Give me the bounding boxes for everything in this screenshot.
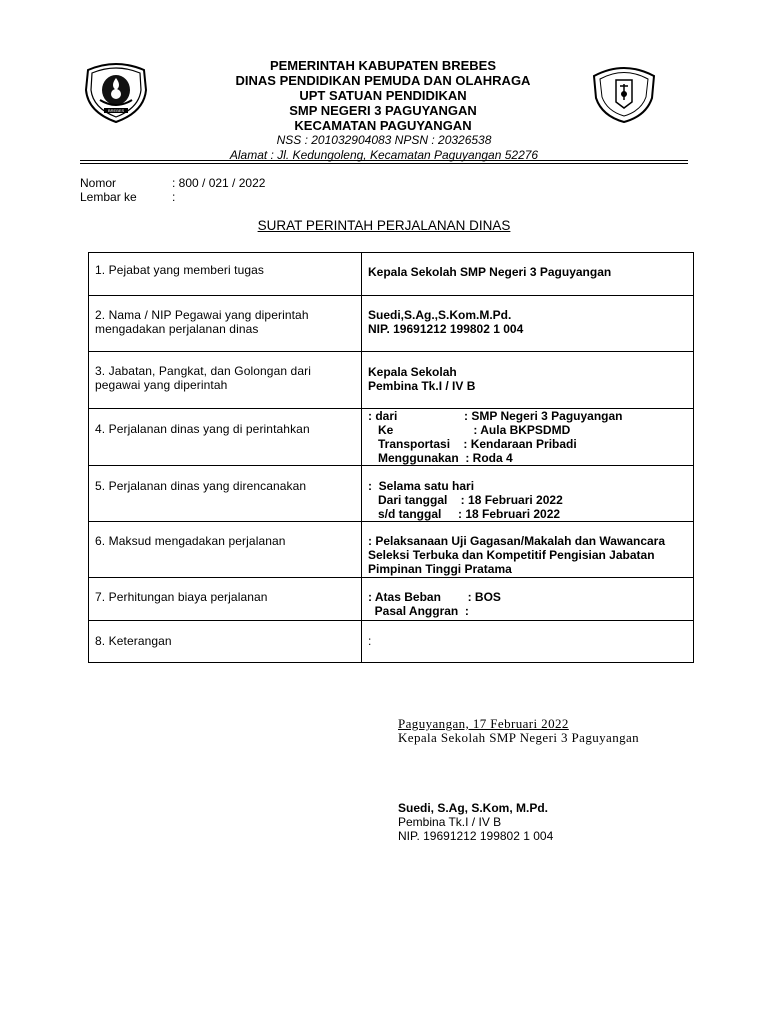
nomor-value: : 800 / 021 / 2022: [172, 176, 266, 190]
letterhead-line: KECAMATAN PAGUYANGAN: [294, 118, 472, 133]
school-identifiers: NSS : 201032904083 NPSN : 20326538: [276, 133, 492, 147]
row-value-text: Ke : Aula BKPSDMD: [368, 423, 571, 437]
row-value: [362, 296, 694, 352]
row-value-text: :: [368, 634, 372, 648]
row-value-text: Pimpinan Tinggi Pratama: [368, 562, 512, 576]
letterhead-line: PEMERINTAH KABUPATEN BREBES: [269, 58, 497, 73]
row-value: [362, 522, 694, 578]
row-value-text: Transportasi : Kendaraan Pribadi: [368, 437, 577, 451]
row-value-text: : Atas Beban : BOS: [368, 590, 501, 604]
row-label-text: 4. Perjalanan dinas yang di perintahkan: [95, 422, 310, 436]
row-label-text: 6. Maksud mengadakan perjalanan: [95, 534, 286, 548]
signatory-nip: NIP. 19691212 199802 1 004: [398, 829, 554, 843]
row-label-text: mengadakan perjalanan dinas: [95, 322, 259, 336]
row-value-text: Kepala Sekolah SMP Negeri 3 Paguyangan: [368, 265, 612, 279]
row-label: [89, 296, 362, 352]
row-value: [362, 621, 694, 663]
signature-position: Kepala Sekolah SMP Negeri 3 Paguyangan: [398, 730, 640, 745]
row-label: [89, 409, 362, 466]
travel-order-table: [88, 252, 694, 663]
row-label: [89, 253, 362, 296]
row-label-text: 7. Perhitungan biaya perjalanan: [95, 590, 268, 604]
table-row: [89, 621, 694, 663]
row-value-text: Seleksi Terbuka dan Kompetitif Pengisian Jabatan: [368, 548, 655, 562]
table-row: [89, 522, 694, 578]
row-label: [89, 578, 362, 621]
table-row: [89, 409, 694, 466]
row-label-text: 8. Keterangan: [95, 634, 172, 648]
row-value-text: : dari : SMP Negeri 3 Paguyangan: [368, 409, 623, 423]
row-value-text: NIP. 19691212 199802 1 004: [368, 322, 524, 336]
row-label-text: 5. Perjalanan dinas yang direncanakan: [95, 479, 307, 493]
row-value-text: : Selama satu hari: [368, 479, 475, 493]
row-value-text: : Pelaksanaan Uji Gagasan/Makalah dan Wawancara: [368, 534, 666, 548]
row-label: [89, 522, 362, 578]
letterhead-rule: [80, 163, 688, 164]
signatory-rank: Pembina Tk.I / IV B: [398, 815, 502, 829]
row-value-text: Suedi,S.Ag.,S.Kom.M.Pd.: [368, 308, 512, 322]
row-label: [89, 352, 362, 409]
table-row: [89, 578, 694, 621]
row-value: [362, 578, 694, 621]
lembar-value: :: [172, 190, 176, 204]
row-value-text: Dari tanggal : 18 Februari 2022: [368, 493, 563, 507]
row-label-text: 3. Jabatan, Pangkat, dan Golongan dari: [95, 364, 311, 378]
row-label: [89, 466, 362, 522]
row-label-text: pegawai yang diperintah: [95, 378, 228, 392]
signatory-name: Suedi, S.Ag, S.Kom, M.Pd.: [398, 801, 549, 815]
letterhead-line: SMP NEGERI 3 PAGUYANGAN: [289, 103, 477, 118]
letterhead-line: DINAS PENDIDIKAN PEMUDA DAN OLAHRAGA: [235, 73, 531, 88]
school-address: Alamat : Jl. Kedungoleng, Kecamatan Paguyangan 52276: [229, 148, 539, 162]
table-row: [89, 296, 694, 352]
logo-left-caption: BREBES: [108, 108, 125, 113]
document-title: SURAT PERINTAH PERJALANAN DINAS: [257, 218, 511, 233]
nomor-line: [80, 176, 265, 190]
table-row: [89, 466, 694, 522]
row-value: [362, 253, 694, 296]
signature-place-date: Paguyangan, 17 Februari 2022: [398, 716, 569, 731]
nomor-label: Nomor: [80, 176, 117, 190]
row-value-text: Kepala Sekolah: [368, 365, 457, 379]
letterhead-rule: [80, 160, 688, 161]
row-label-text: 2. Nama / NIP Pegawai yang diperintah: [95, 308, 309, 322]
letterhead-line: UPT SATUAN PENDIDIKAN: [299, 88, 467, 103]
row-label-text: 1. Pejabat yang memberi tugas: [95, 263, 264, 277]
row-value: [362, 352, 694, 409]
lembar-line: [80, 190, 175, 204]
row-value-text: s/d tanggal : 18 Februari 2022: [368, 507, 561, 521]
letterhead: [0, 58, 768, 163]
logo-right-caption: SMP NEGERI 3 PAGUYANGAN BREBES: [600, 62, 675, 67]
lembar-label: Lembar ke: [80, 190, 137, 204]
row-value-text: Pasal Anggran :: [368, 604, 469, 618]
row-value: [362, 466, 694, 522]
table-row: [89, 253, 694, 296]
row-label: [89, 621, 362, 663]
table-row: [89, 352, 694, 409]
row-value-text: Pembina Tk.I / IV B: [368, 379, 476, 393]
row-value-text: Menggunakan : Roda 4: [368, 451, 513, 465]
row-value: [362, 409, 694, 466]
